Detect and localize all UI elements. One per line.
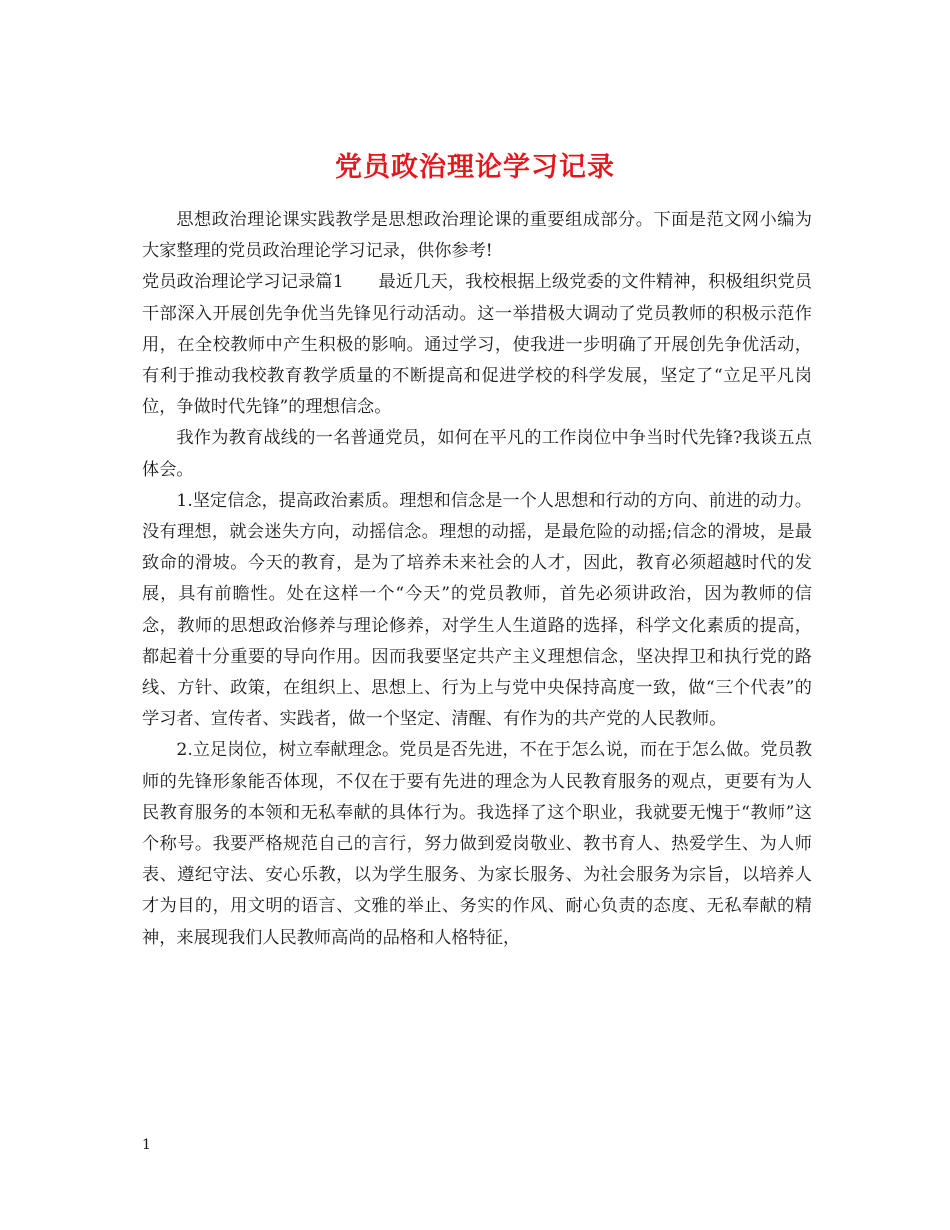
intro-paragraph: 思想政治理论课实践教学是思想政治理论课的重要组成部分。下面是范文网小编为大家整理的党员政治理论学习记录，供你参考!: [142, 210, 812, 262]
section-paragraph: 党员政治理论学习记录篇1 最近几天，我校根据上级党委的文件精神，积极组织党员干部深入开展创先争优当先锋见行动活动。这一举措极大调动了党员教师的积极示范作用，在全校教师中产生积极的影响。通过学习，使我进一步明确了开展创先争优活动，有利于推动我校教育教学质量的不断提高和促进学校的科学发展，坚定了“立足平凡岗位，争做时代先锋”的理想信念。: [142, 272, 812, 418]
page-number: 1: [142, 1137, 151, 1153]
point-one-paragraph: 1.坚定信念，提高政治素质。理想和信念是一个人思想和行动的方向、前进的动力。没有理想，就会迷失方向，动摇信念。理想的动摇，是最危险的动摇;信念的滑坡，是最致命的滑坡。今天的教育，是为了培养未来社会的人才，因此，教育必须超越时代的发展，具有前瞻性。处在这样一个“今天”的党员教师，首先必须讲政治，因为教师的信念，教师的思想政治修养与理论修养，对学生人生道路的选择，科学文化素质的提高，都起着十分重要的导向作用。因而我要坚定共产主义理想信念，坚决捍卫和执行党的路线、方针、政策，在组织上、思想上、行为上与党中央保持高度一致，做“三个代表”的学习者、宣传者、实践者，做一个坚定、清醒、有作为的共产党的人民教师。: [142, 490, 812, 730]
point-two-paragraph: 2.立足岗位，树立奉献理念。党员是否先进，不在于怎么说，而在于怎么做。党员教师的先锋形象能否体现，不仅在于要有先进的理念为人民教育服务的观点，更要有为人民教育服务的本领和无私奉献的具体行为。我选择了这个职业，我就要无愧于“教师”这个称号。我要严格规范自己的言行，努力做到爱岗敬业、教书育人、热爱学生、为人师表、遵纪守法、安心乐教，以为学生服务、为家长服务、为社会服务为宗旨，以培养人才为目的，用文明的语言、文雅的举止、务实的作风、耐心负责的态度、无私奉献的精神，来展现我们人民教师高尚的品格和人格特征，: [142, 740, 812, 948]
body-paragraph: 我作为教育战线的一名普通党员，如何在平凡的工作岗位中争当时代先锋?我谈五点体会。: [142, 428, 812, 480]
document-title: 党员政治理论学习记录: [335, 152, 615, 184]
document-body: [142, 205, 812, 954]
